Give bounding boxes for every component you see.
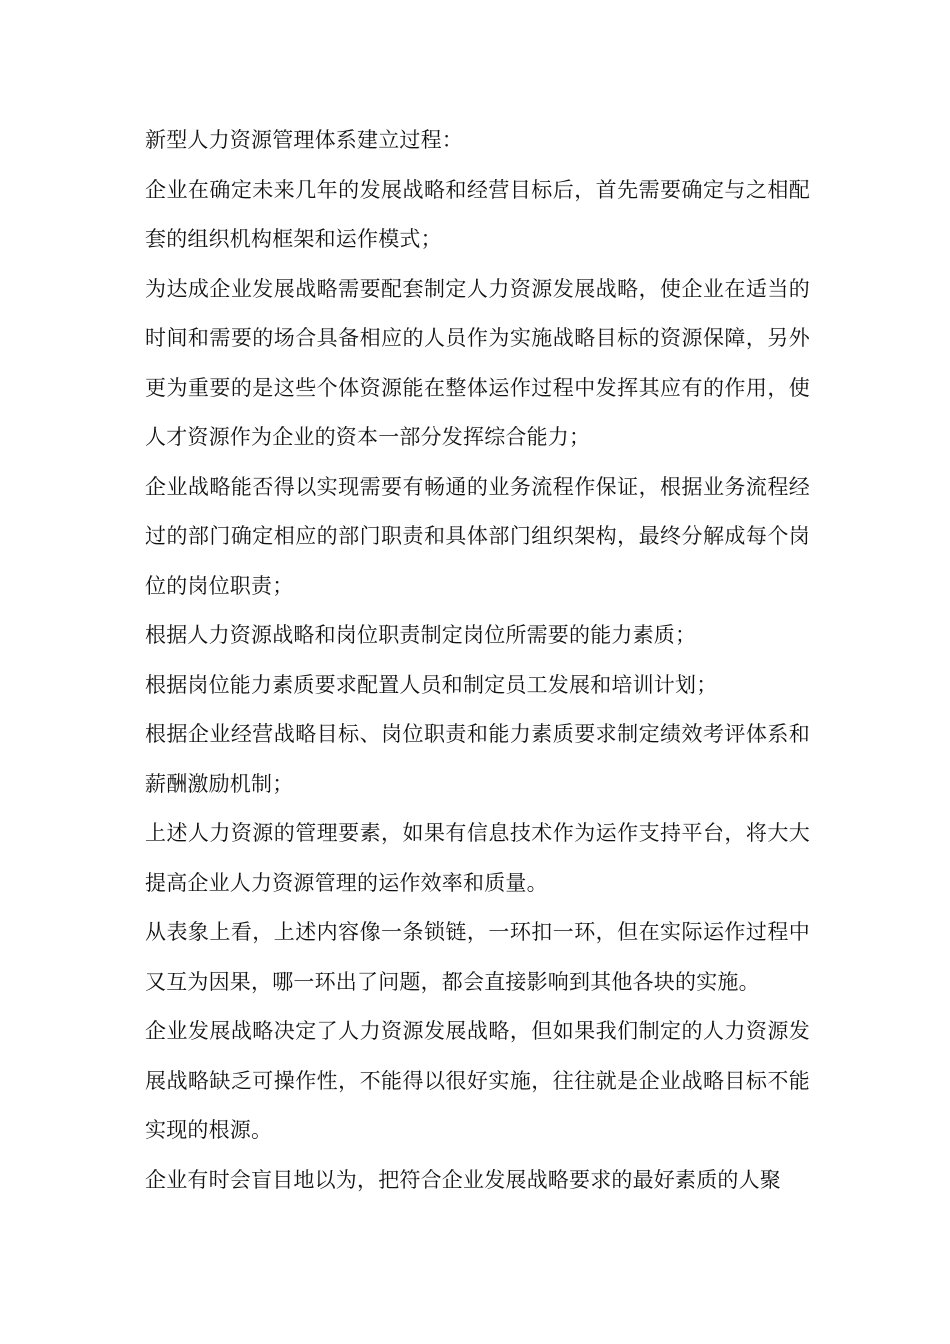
paragraph: 从表象上看，上述内容像一条锁链，一环扣一环，但在实际运作过程中又互为因果，哪一环出了问题，都会直接影响到其他各块的实施。: [145, 920, 810, 994]
paragraph: 为达成企业发展战略需要配套制定人力资源发展战略，使企业在适当的时间和需要的场合具备相应的人员作为实施战略目标的资源保障，另外更为重要的是这些个体资源能在整体运作过程中发挥其应有的作用，使人才资源作为企业的资本一部分发挥综合能力；: [145, 276, 810, 449]
document-body: [145, 116, 810, 1205]
paragraph: 根据人力资源战略和岗位职责制定岗位所需要的能力素质；: [145, 623, 697, 647]
paragraph: 企业发展战略决定了人力资源发展战略，但如果我们制定的人力资源发展战略缺乏可操作性，不能得以很好实施，往往就是企业战略目标不能实现的根源。: [145, 1019, 810, 1142]
paragraph-heading: 新型人力资源管理体系建立过程：: [145, 128, 463, 152]
paragraph: 根据岗位能力素质要求配置人员和制定员工发展和培训计划；: [145, 672, 718, 697]
paragraph: 上述人力资源的管理要素，如果有信息技术作为运作支持平台，将大大提高企业人力资源管理的运作效率和质量。: [145, 821, 810, 895]
paragraph: 企业在确定未来几年的发展战略和经营目标后，首先需要确定与之相配套的组织机构框架和运作模式；: [145, 177, 810, 251]
paragraph: 根据企业经营战略目标、岗位职责和能力素质要求制定绩效考评体系和薪酬激励机制；: [145, 722, 810, 796]
paragraph: 企业战略能否得以实现需要有畅通的业务流程作保证，根据业务流程经过的部门确定相应的部门职责和具体部门组织架构，最终分解成每个岗位的岗位职责；: [145, 474, 810, 598]
paragraph-continued: 企业有时会盲目地以为，把符合企业发展战略要求的最好素质的人聚: [145, 1167, 781, 1192]
